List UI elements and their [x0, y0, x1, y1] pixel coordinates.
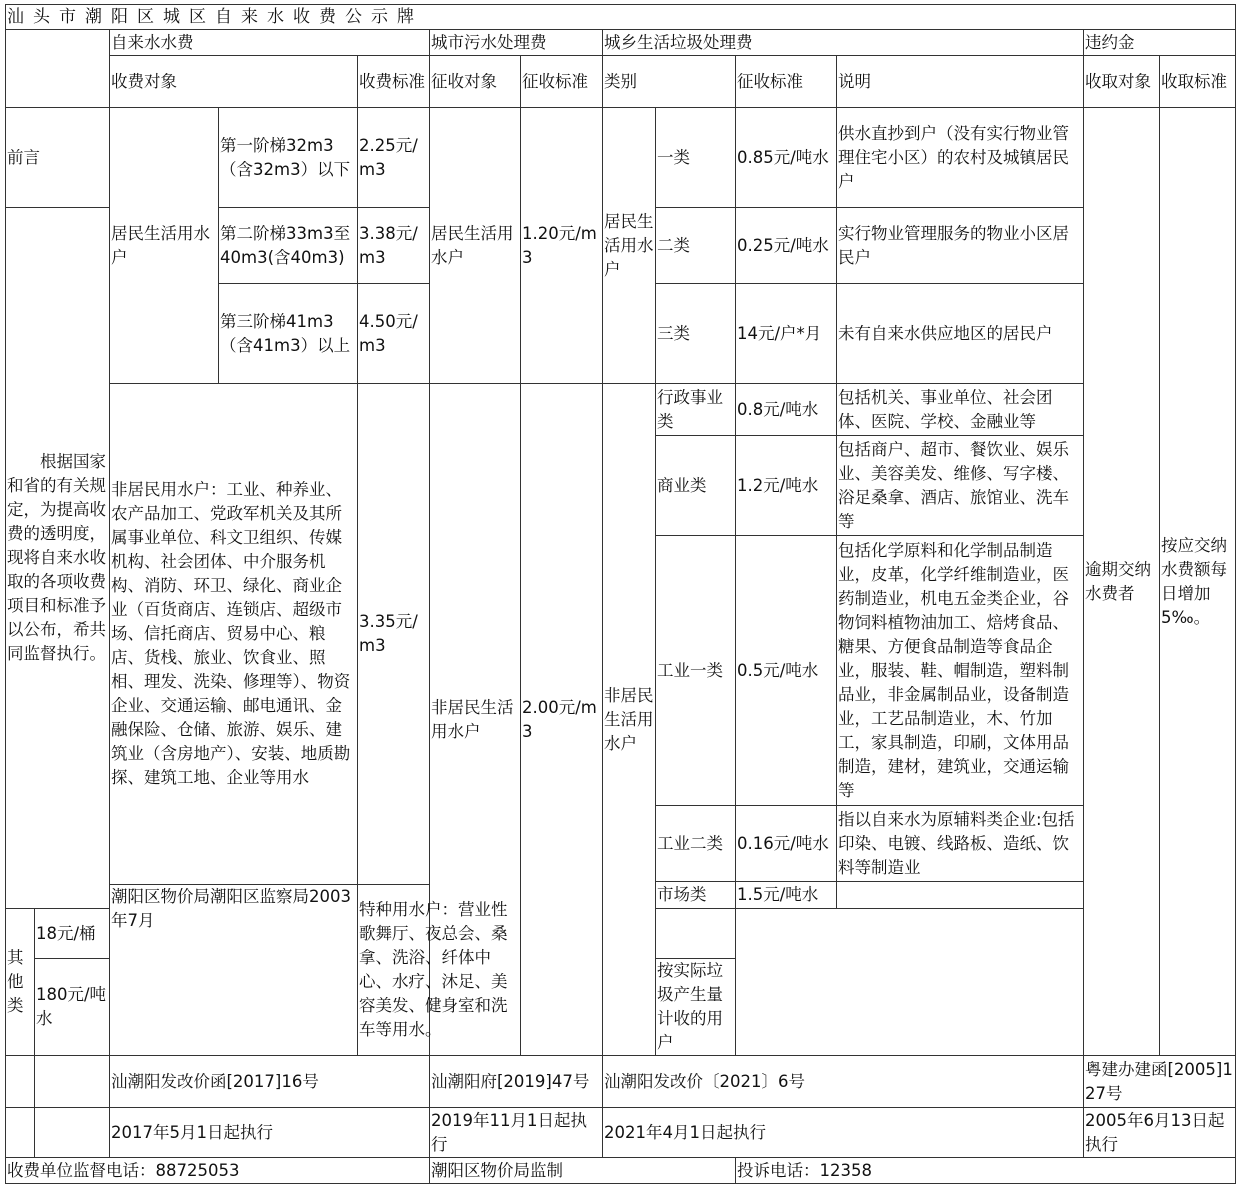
- description-header: 说明: [837, 56, 1084, 108]
- sewage-effective: 2019年11月1日起执行: [430, 1108, 603, 1158]
- garbage-description: 实行物业管理服务的物业小区居民户: [837, 208, 1084, 284]
- garbage-standard: 180元/吨水: [35, 959, 110, 1056]
- sewage-non-residential-object: 非居民生活用水户: [430, 384, 521, 1056]
- levy-object-header: 征收对象: [430, 56, 521, 108]
- supervision-phone: 收费单位监督电话：88725053: [6, 1158, 430, 1184]
- levy-standard-header: 征收标准: [521, 56, 603, 108]
- blank-cell: [35, 1056, 110, 1108]
- charge-object-header: 收费对象: [110, 56, 358, 108]
- tap-water-effective: 2017年5月1日起执行: [110, 1108, 430, 1158]
- penalty-effective: 2005年6月13日起执行: [1084, 1108, 1236, 1158]
- garbage-standard: 14元/户*月: [736, 284, 837, 384]
- garbage-standard: 1.5元/吨水: [736, 882, 837, 909]
- supervisor: 潮阳区物价局监制: [430, 1158, 736, 1184]
- blank-header-cell: [6, 30, 110, 108]
- penalty-document: 粤建办建函[2005]127号: [1084, 1056, 1236, 1108]
- penalty-header: 违约金: [1084, 30, 1236, 56]
- fee-notice-table: [5, 4, 1236, 1184]
- non-residential-label: 非居民用水户：工业、种养业、农产品加工、党政军机关及其所属事业单位、科文卫组织、传媒机构、社会团体、中介服务机构、消防、环卫、绿化、商业企业（百货商店、连锁店、超级市场、信托商店、贸易中心、粮店、货栈、旅业、饮食业、照相、理发、洗染、修理等）、物资企业、交通运输、邮电通讯、金融保险、仓储、旅游、娱乐、建筑业（含房地产）、安装、地质勘探、建筑工地、企业等用水: [110, 384, 358, 885]
- sewage-residential-object: 居民生活用水户: [430, 108, 521, 384]
- garbage-standard: 0.16元/吨水: [736, 806, 837, 882]
- residential-label: 居民生活用水户: [110, 108, 219, 384]
- garbage-description: [837, 882, 1084, 909]
- blank-cell: [6, 1108, 35, 1158]
- garbage-effective: 2021年4月1日起执行: [603, 1108, 1084, 1158]
- garbage-category: 商业类: [656, 436, 736, 536]
- category-header: 类别: [603, 56, 736, 108]
- blank-cell: [35, 1108, 110, 1158]
- penalty-object: 逾期交纳水费者: [1084, 108, 1160, 1056]
- sewage-header: 城市污水处理费: [430, 30, 603, 56]
- tap-water-header: 自来水水费: [110, 30, 430, 56]
- tap-water-document: 汕潮阳发改价函[2017]16号: [110, 1056, 430, 1108]
- charge-standard-header: 收费标准: [358, 56, 430, 108]
- garbage-header: 城乡生活垃圾处理费: [603, 30, 1084, 56]
- issuer: 潮阳区物价局潮阳区监察局2003年7月: [110, 885, 358, 1056]
- garbage-standard: 1.2元/吨水: [736, 436, 837, 536]
- tier-price: 2.25元/m3: [358, 108, 430, 208]
- tier-price: 4.50元/m3: [358, 284, 430, 384]
- complaint-phone: 投诉电话：12358: [736, 1158, 1236, 1184]
- garbage-non-residential-label: 非居民生活用水户: [603, 384, 656, 1056]
- garbage-description: 未有自来水供应地区的居民户: [837, 284, 1084, 384]
- penalty-standard: 按应交纳水费额每日增加5‰。: [1160, 108, 1236, 1056]
- garbage-description: 包括商户、超市、餐饮业、娱乐业、美容美发、维修、写字楼、浴足桑拿、酒店、旅馆业、洗车等: [837, 436, 1084, 536]
- garbage-description: 包括化学原料和化学制品制造业，皮革，化学纤维制造业，医药制造业，机电五金类企业，谷物饲料植物油加工、焙烤食品、糖果、方便食品制造等食品企业，服装、鞋、帽制造，塑料制品业，非金属制品业，设备制造业，工艺品制造业，木、竹加工，家具制造，印刷，文体用品制造，建材，建筑业，交通运输等: [837, 536, 1084, 806]
- garbage-category: 二类: [656, 208, 736, 284]
- sewage-non-residential-price: 2.00元/m3: [521, 384, 603, 1056]
- garbage-residential-label: 居民生活用水户: [603, 108, 656, 384]
- collect-standard-header: 收取标准: [1160, 56, 1236, 108]
- garbage-standard: 0.5元/吨水: [736, 536, 837, 806]
- tier-name: 第三阶梯41m3（含41m3）以上: [219, 284, 358, 384]
- garbage-description: [656, 909, 736, 959]
- special-label: 特种用水户：营业性歌舞厅、夜总会、桑拿、洗浴、纤体中心、水疗、沐足、美容美发、健身室和洗车等用水。: [358, 885, 521, 1056]
- garbage-description: 供水直抄到户（没有实行物业管理住宅小区）的农村及城镇居民户: [837, 108, 1084, 208]
- garbage-levy-standard-header: 征收标准: [736, 56, 837, 108]
- garbage-standard: 0.25元/吨水: [736, 208, 837, 284]
- garbage-document: 汕潮阳发改价〔2021〕6号: [603, 1056, 1084, 1108]
- sewage-residential-price: 1.20元/m3: [521, 108, 603, 384]
- page-title: 汕头市潮阳区城区自来水收费公示牌: [6, 5, 1236, 30]
- preface-label: 前言: [6, 108, 110, 208]
- non-residential-price: 3.35元/m3: [358, 384, 430, 885]
- sewage-document: 汕潮阳府[2019]47号: [430, 1056, 603, 1108]
- garbage-category: 行政事业类: [656, 384, 736, 436]
- garbage-standard: 0.85元/吨水: [736, 108, 837, 208]
- tier-name: 第二阶梯33m3至40m3(含40m3): [219, 208, 358, 284]
- tier-price: 3.38元/m3: [358, 208, 430, 284]
- garbage-category: 其他类: [6, 909, 35, 1056]
- collect-object-header: 收取对象: [1084, 56, 1160, 108]
- garbage-category: 一类: [656, 108, 736, 208]
- blank-cell: [6, 1056, 35, 1108]
- garbage-standard: 0.8元/吨水: [736, 384, 837, 436]
- garbage-description: 包括机关、事业单位、社会团体、医院、学校、金融业等: [837, 384, 1084, 436]
- garbage-category: 工业一类: [656, 536, 736, 806]
- garbage-category: 三类: [656, 284, 736, 384]
- garbage-standard: 18元/桶: [35, 909, 110, 959]
- garbage-category: 工业二类: [656, 806, 736, 882]
- garbage-description: 按实际垃圾产生量计收的用户: [656, 959, 736, 1056]
- tier-name: 第一阶梯32m3（含32m3）以下: [219, 108, 358, 208]
- garbage-category: 市场类: [656, 882, 736, 909]
- garbage-description: 指以自来水为原辅料类企业:包括印染、电镀、线路板、造纸、饮料等制造业: [837, 806, 1084, 882]
- preface-text: 根据国家和省的有关规定，为提高收费的透明度，现将自来水收取的各项收费项目和标准予以公布，希共同监督执行。: [6, 208, 110, 909]
